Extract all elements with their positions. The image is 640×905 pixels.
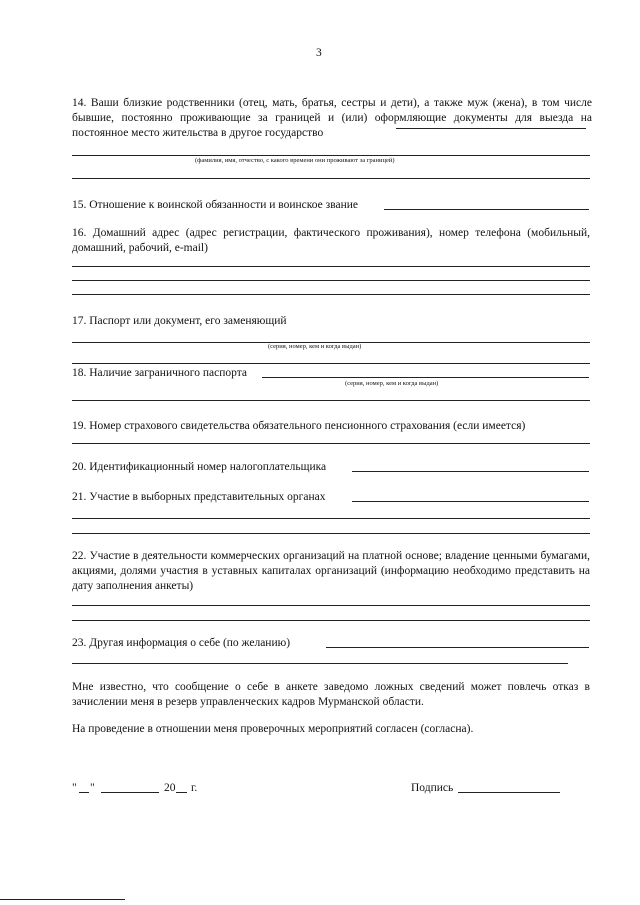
q18-label: 18. Наличие заграничного паспорта [72,367,247,379]
q20-answer[interactable] [352,471,589,472]
q21-answer-line-3[interactable] [72,533,590,534]
q14-answer-inline[interactable] [396,128,586,129]
q14-text [72,96,592,141]
q23-answer-line-2[interactable] [72,663,568,664]
q14-label: 14. Ваши близкие родственники (отец, мать, братья, сестры и дети), а также муж (жена), в том числе бывшие, постоянно проживающие за границей и (или) оформляющие документы для выезда на постоянное место жительства в другое государство [72,97,592,139]
q18-answer[interactable] [262,377,589,378]
date-quote-open: " [72,782,77,794]
q15-answer[interactable] [384,209,589,210]
q23-label: 23. Другая информация о себе (по желанию) [72,637,291,649]
date-day-field[interactable] [79,792,89,793]
date-year-suffix: г. [191,782,198,794]
q18-hint: (серия, номер, кем и когда выдан) [345,380,439,387]
q21-label: 21. Участие в выборных представительных органах [72,491,326,503]
q23-answer[interactable] [326,647,589,648]
q17-answer-line-2[interactable] [72,363,590,364]
date-year-prefix: 20 [164,782,176,794]
q18-answer-line-2[interactable] [72,400,590,401]
q17-hint: (серия, номер, кем и когда выдан) [268,343,362,350]
q14-answer-line-1[interactable] [72,155,590,156]
q16-answer-line-2[interactable] [72,280,590,281]
date-quote-close: " [90,782,95,794]
date-year-field[interactable] [176,792,187,793]
q16-label: 16. Домашний адрес (адрес регистрации, фактического проживания), номер телефона (мобильный, домашний, рабочий, e-mail) [72,227,590,254]
date-month-field[interactable] [101,792,159,793]
q19-label: 19. Номер страхового свидетельства обязательного пенсионного страхования (если имеется) [72,420,526,432]
q16-answer-line-3[interactable] [72,294,590,295]
signature-field[interactable] [458,792,560,793]
q14-answer-line-2[interactable] [72,178,590,179]
q21-answer[interactable] [352,501,589,502]
q22-answer-line-2[interactable] [72,620,590,621]
q17-label: 17. Паспорт или документ, его заменяющий [72,315,287,327]
q16-answer-line-1[interactable] [72,266,590,267]
false-info-statement: Мне известно, что сообщение о себе в анкете заведомо ложных сведений может повлечь отказ в зачислении меня в резерв управленческих кадров Мурманской области. [72,681,590,708]
q22-label: 22. Участие в деятельности коммерческих организаций на платной основе; владение ценными бумагами, акциями, долями участия в уставных капиталах организаций (информацию необходимо представить на дату заполнения анкеты) [72,550,590,592]
signature-label: Подпись [411,782,454,794]
consent-statement: На проведение в отношении меня проверочных мероприятий согласен (согласна). [72,723,474,735]
q20-label: 20. Идентификационный номер налогоплательщика [72,461,327,473]
q15-label: 15. Отношение к воинской обязанности и воинское звание [72,199,359,211]
q21-answer-line-2[interactable] [72,518,590,519]
footnote-rule [0,899,125,900]
q19-answer-line[interactable] [72,443,590,444]
q14-hint: (фамилия, имя, отчество, с какого времени они проживают за границей) [195,157,395,164]
page-number: 3 [316,47,322,59]
q22-answer-line-1[interactable] [72,605,590,606]
